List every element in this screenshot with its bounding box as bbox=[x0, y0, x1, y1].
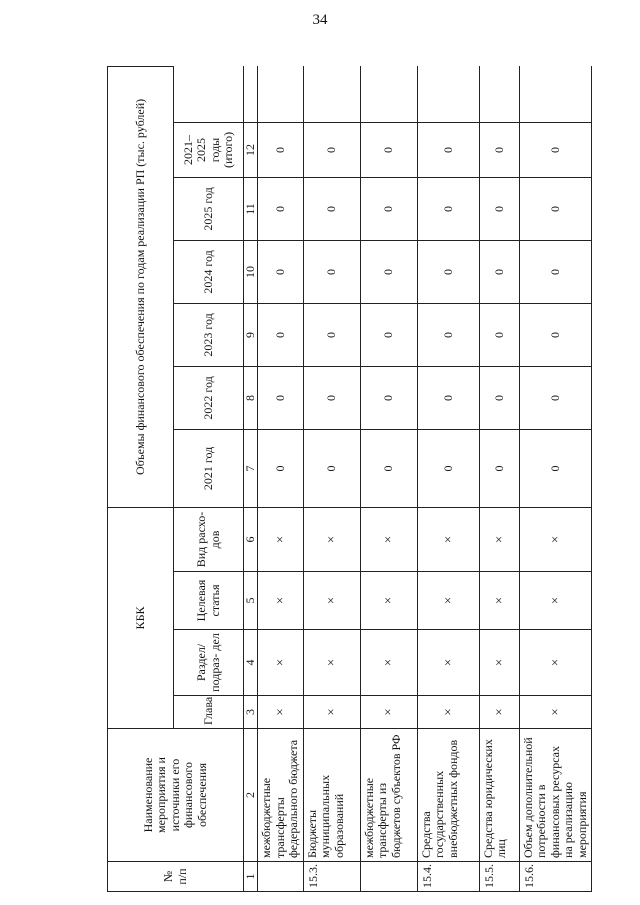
value-2021: 0 bbox=[258, 429, 303, 507]
index-cell: 4 bbox=[244, 630, 258, 696]
value-2025: 0 bbox=[417, 177, 479, 240]
row-name: Средства государственных внебюджетных фондов bbox=[417, 729, 479, 862]
table-row bbox=[303, 66, 360, 891]
value-2024: 0 bbox=[360, 240, 417, 303]
value-total: 0 bbox=[303, 122, 360, 177]
value-2023: 0 bbox=[479, 303, 519, 366]
index-cell: 11 bbox=[244, 177, 258, 240]
kbk-type-cell: × bbox=[479, 507, 519, 571]
kbk-target-cell: × bbox=[479, 572, 519, 630]
value-2025: 0 bbox=[479, 177, 519, 240]
financing-table bbox=[107, 66, 592, 892]
kbk-type-cell: × bbox=[360, 507, 417, 571]
header-years-total: 2021–2025 годы (итого) bbox=[174, 122, 244, 177]
table-row bbox=[417, 66, 479, 891]
kbk-target-cell: × bbox=[258, 572, 303, 630]
header-year-2022: 2022 год bbox=[174, 366, 244, 429]
index-cell: 10 bbox=[244, 240, 258, 303]
value-2024: 0 bbox=[303, 240, 360, 303]
value-2021: 0 bbox=[417, 429, 479, 507]
row-num: 15.5. bbox=[479, 862, 519, 892]
index-cell: 6 bbox=[244, 507, 258, 571]
index-cell: 5 bbox=[244, 572, 258, 630]
value-total: 0 bbox=[479, 122, 519, 177]
kbk-chapter-cell: × bbox=[519, 696, 591, 729]
value-total: 0 bbox=[417, 122, 479, 177]
value-2022: 0 bbox=[303, 366, 360, 429]
row-name: межбюджетные трансферты федерального бюджета bbox=[258, 729, 303, 862]
kbk-target-cell: × bbox=[417, 572, 479, 630]
value-2022: 0 bbox=[417, 366, 479, 429]
header-year-2023: 2023 год bbox=[174, 303, 244, 366]
row-num bbox=[360, 862, 417, 892]
row-spacer bbox=[360, 66, 417, 122]
kbk-chapter-cell: × bbox=[303, 696, 360, 729]
index-cell: 3 bbox=[244, 696, 258, 729]
value-2023: 0 bbox=[360, 303, 417, 366]
row-num: 15.3. bbox=[303, 862, 360, 892]
row-spacer bbox=[479, 66, 519, 122]
kbk-section-cell: × bbox=[519, 630, 591, 696]
value-2025: 0 bbox=[258, 177, 303, 240]
kbk-section-cell: × bbox=[258, 630, 303, 696]
value-2023: 0 bbox=[417, 303, 479, 366]
header-kbk-target: Целевая статья bbox=[174, 572, 244, 630]
kbk-type-cell: × bbox=[303, 507, 360, 571]
value-2023: 0 bbox=[519, 303, 591, 366]
index-row bbox=[244, 66, 258, 891]
value-total: 0 bbox=[519, 122, 591, 177]
value-total: 0 bbox=[360, 122, 417, 177]
header-volumes: Объемы финансового обеспечения по годам реализации РП (тыс. рублей) bbox=[108, 66, 174, 507]
value-2022: 0 bbox=[519, 366, 591, 429]
index-cell: 1 bbox=[244, 862, 258, 892]
header-year-2024: 2024 год bbox=[174, 240, 244, 303]
value-2024: 0 bbox=[258, 240, 303, 303]
index-cell: 7 bbox=[244, 429, 258, 507]
header-num: № п/п bbox=[108, 862, 244, 892]
value-2021: 0 bbox=[479, 429, 519, 507]
value-2025: 0 bbox=[360, 177, 417, 240]
index-cell: 9 bbox=[244, 303, 258, 366]
row-spacer bbox=[303, 66, 360, 122]
table-row bbox=[479, 66, 519, 891]
value-2025: 0 bbox=[303, 177, 360, 240]
value-2023: 0 bbox=[303, 303, 360, 366]
kbk-type-cell: × bbox=[258, 507, 303, 571]
value-2021: 0 bbox=[303, 429, 360, 507]
row-spacer bbox=[519, 66, 591, 122]
value-2021: 0 bbox=[519, 429, 591, 507]
header-kbk-section: Раздел/ подраз- дел bbox=[174, 630, 244, 696]
kbk-target-cell: × bbox=[360, 572, 417, 630]
row-name: Объем дополнительной потребности в финансовых ресурсах на реализацию мероприятия bbox=[519, 729, 591, 862]
kbk-section-cell: × bbox=[417, 630, 479, 696]
row-name: межбюджетные трансферты из бюджетов субъектов РФ bbox=[360, 729, 417, 862]
row-spacer bbox=[417, 66, 479, 122]
header-kbk-chapter: Глава bbox=[174, 696, 244, 729]
table-row bbox=[258, 66, 303, 891]
value-2022: 0 bbox=[360, 366, 417, 429]
value-2024: 0 bbox=[519, 240, 591, 303]
kbk-type-cell: × bbox=[417, 507, 479, 571]
value-2025: 0 bbox=[519, 177, 591, 240]
rotated-table-frame bbox=[107, 67, 589, 892]
page-number: 34 bbox=[312, 12, 328, 28]
value-2021: 0 bbox=[360, 429, 417, 507]
row-name: Бюджеты муниципальных образований bbox=[303, 729, 360, 862]
header-spacer bbox=[174, 66, 244, 122]
kbk-chapter-cell: × bbox=[360, 696, 417, 729]
kbk-chapter-cell: × bbox=[258, 696, 303, 729]
kbk-section-cell: × bbox=[360, 630, 417, 696]
table-row bbox=[360, 66, 417, 891]
value-2022: 0 bbox=[258, 366, 303, 429]
value-2024: 0 bbox=[479, 240, 519, 303]
table-row bbox=[519, 66, 591, 891]
rotated-table-area bbox=[107, 67, 589, 892]
header-year-2025: 2025 год bbox=[174, 177, 244, 240]
kbk-type-cell: × bbox=[519, 507, 591, 571]
kbk-target-cell: × bbox=[519, 572, 591, 630]
value-total: 0 bbox=[258, 122, 303, 177]
header-name: Наименование мероприятия и источники его финансового обеспечения bbox=[108, 729, 244, 862]
kbk-chapter-cell: × bbox=[417, 696, 479, 729]
index-cell: 8 bbox=[244, 366, 258, 429]
header-kbk-type: Вид расхо- дов bbox=[174, 507, 244, 571]
value-2022: 0 bbox=[479, 366, 519, 429]
kbk-target-cell: × bbox=[303, 572, 360, 630]
index-cell: 12 bbox=[244, 122, 258, 177]
header-row-1 bbox=[108, 66, 174, 891]
row-num bbox=[258, 862, 303, 892]
header-year-2021: 2021 год bbox=[174, 429, 244, 507]
row-num: 15.4. bbox=[417, 862, 479, 892]
index-cell: 2 bbox=[244, 729, 258, 862]
row-num: 15.6. bbox=[519, 862, 591, 892]
value-2024: 0 bbox=[417, 240, 479, 303]
index-spacer bbox=[244, 66, 258, 122]
value-2023: 0 bbox=[258, 303, 303, 366]
kbk-section-cell: × bbox=[303, 630, 360, 696]
kbk-chapter-cell: × bbox=[479, 696, 519, 729]
row-name: Средства юридических лиц bbox=[479, 729, 519, 862]
row-spacer bbox=[258, 66, 303, 122]
header-kbk: КБК bbox=[108, 507, 174, 728]
kbk-section-cell: × bbox=[479, 630, 519, 696]
